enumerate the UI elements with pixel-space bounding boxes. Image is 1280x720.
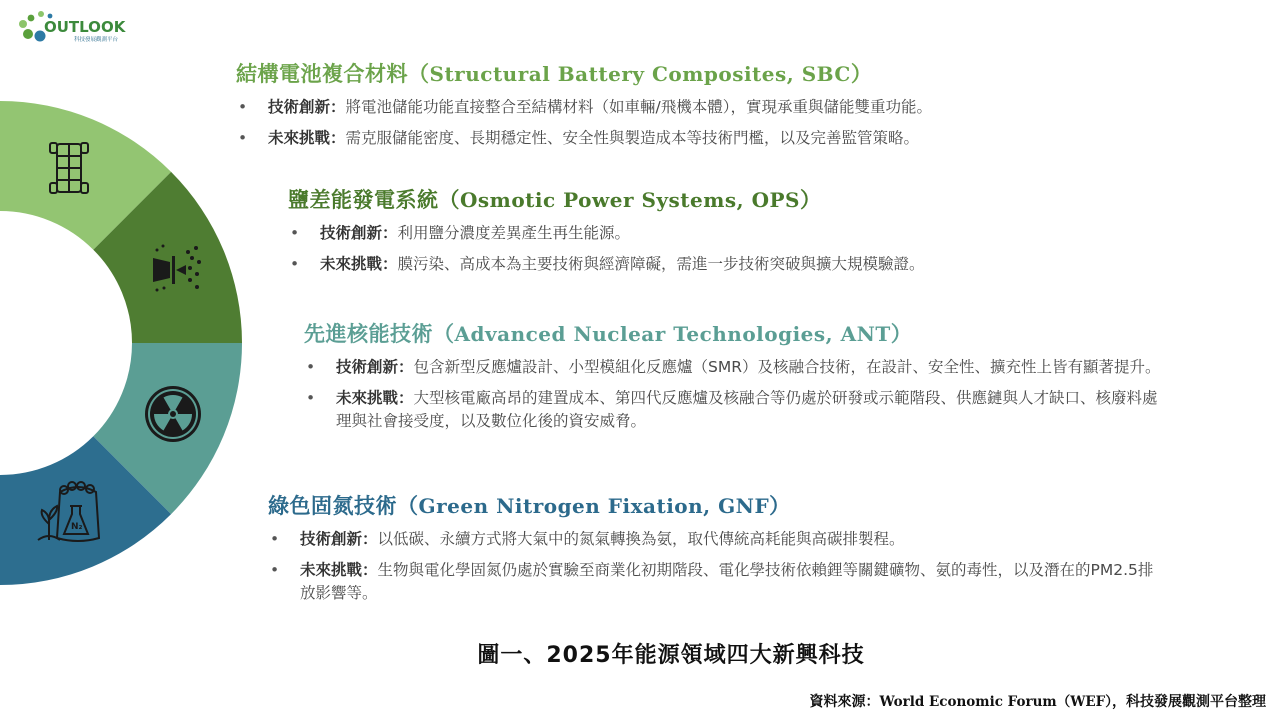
section-structural-battery [236,60,1136,150]
section-title: 結構電池複合材料（Structural Battery Composites, SBC） [236,62,873,86]
section-osmotic-power [288,186,1168,276]
technology-ring [0,0,260,600]
source-note: 資料來源：World Economic Forum（WEF），科技發展觀測平台整理 [809,694,1266,710]
bullet-list [288,222,1168,276]
bullet-item: • 未來挑戰：生物與電化學固氮仍處於實驗至商業化初期階段、電化學技術依賴鋰等關鍵礦物、氨的毒性，以及潛在的PM2.5排放影響等。 [268,559,1168,605]
bullet-item: • 技術創新：包含新型反應爐設計、小型模組化反應爐（SMR）及核融合技術，在設計、安全性、擴充性上皆有顯著提升。 [304,356,1164,379]
flask-label: N₂ [71,522,83,532]
section-nitrogen [268,492,1168,605]
bullet-item: • 未來挑戰：膜污染、高成本為主要技術與經濟障礙，需進一步技術突破與擴大規模驗證。 [288,253,1168,276]
radiation-icon [145,386,201,442]
section-title: 鹽差能發電系統（Osmotic Power Systems, OPS） [288,188,822,212]
section-title: 綠色固氮技術（Green Nitrogen Fixation, GNF） [268,494,791,518]
bullet-item: • 未來挑戰：大型核電廠高昂的建置成本、第四代反應爐及核融合等仍處於研發或示範階段、供應鏈與人才缺口、核廢料處理與社會接受度，以及數位化後的資安威脅。 [304,387,1164,433]
bullet-list [304,356,1164,433]
section-nuclear [304,320,1164,433]
bullet-list [236,96,1136,150]
logo-text: OUTLOOK [44,18,126,36]
section-title: 先進核能技術（Advanced Nuclear Technologies, ANT） [304,322,913,346]
bullet-item: • 技術創新：將電池儲能功能直接整合至結構材料（如車輛/飛機本體），實現承重與儲能雙重功能。 [236,96,1136,119]
figure-caption: 圖一、2025年能源領域四大新興科技 [477,643,865,668]
bullet-list [268,528,1168,605]
logo-subtitle: 科技發展觀測平台 [74,37,119,43]
bullet-item: • 未來挑戰：需克服儲能密度、長期穩定性、安全性與製造成本等技術門檻，以及完善監管策略。 [236,127,1136,150]
bullet-item: • 技術創新：利用鹽分濃度差異產生再生能源。 [288,222,1168,245]
bullet-item: • 技術創新：以低碳、永續方式將大氣中的氮氣轉換為氨，取代傳統高耗能與高碳排製程。 [268,528,1168,551]
